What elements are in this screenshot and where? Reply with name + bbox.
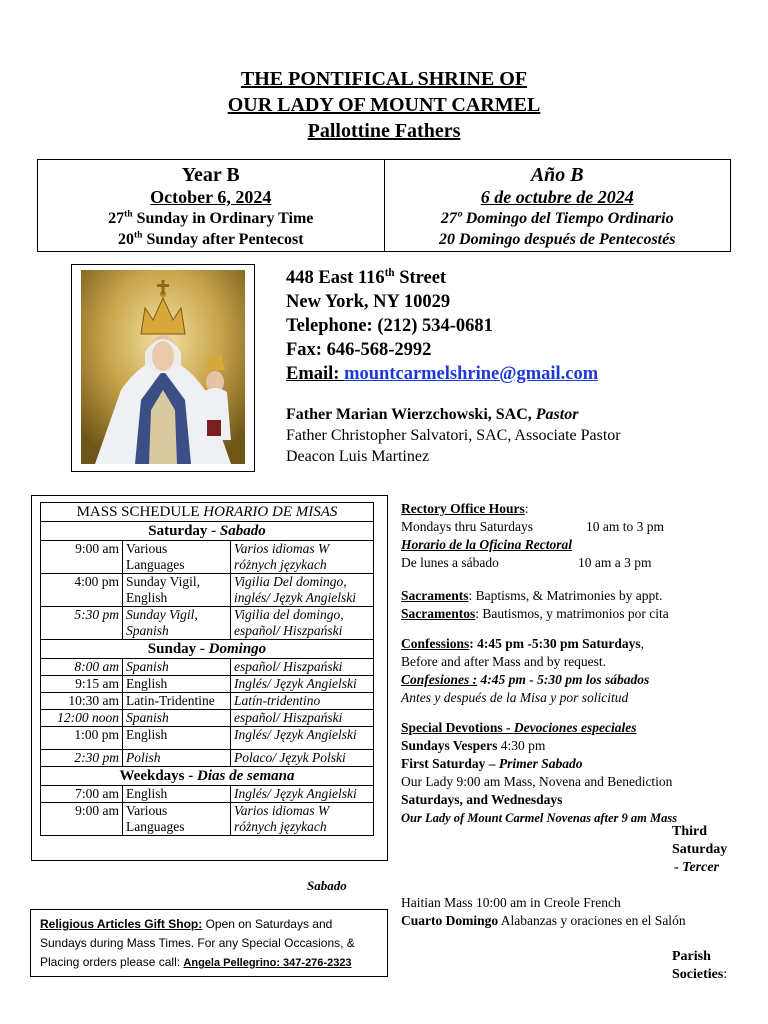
- email-label: Email:: [286, 364, 345, 384]
- vespers: Sundays Vespers 4:30 pm: [401, 738, 546, 753]
- sunday-pentecost-es: 20 Domingo después de Pentecostés: [439, 231, 676, 248]
- table-row: 4:00 pm Sunday Vigil, English Vigilia Del domingo, inglés/ Język Angielski: [41, 574, 374, 607]
- header-line-1: THE PONTIFICAL SHRINE OF: [240, 68, 528, 90]
- table-row: 7:00 am English Inglés/ Język Angielski: [41, 786, 374, 803]
- date-en: October 6, 2024: [150, 187, 272, 207]
- table-row: 10:30 am Latin-Tridentine Latín-tridentino: [41, 693, 374, 710]
- parish-societies: Parish Societies:: [672, 949, 728, 982]
- table-row: 12:00 noon Spanish español/ Hiszpański: [41, 710, 374, 727]
- date-es: 6 de octubre de 2024: [480, 187, 634, 207]
- table-row: 9:15 am English Inglés/ Język Angielski: [41, 676, 374, 693]
- header-line-3: Pallottine Fathers: [307, 120, 461, 142]
- madonna-image-frame: [71, 264, 255, 472]
- shrine-header: [0, 66, 768, 144]
- liturgical-year-box: [37, 159, 731, 252]
- madonna-statue-image: [81, 270, 245, 464]
- year-label-en: Year B: [181, 164, 240, 186]
- rectory-title: Rectory Office Hours:: [401, 501, 529, 516]
- city-address: New York, NY 10029: [286, 292, 451, 312]
- pastor: Father Marian Wierzchowski, SAC, Pastor: [286, 406, 579, 423]
- table-row: 5:30 pm Sunday Vigil, Spanish Vigilia del domingo, español/ Hiszpański: [41, 607, 374, 640]
- header-line-2: OUR LADY OF MOUNT CARMEL: [227, 94, 541, 116]
- email-link[interactable]: mountcarmelshrine@gmail.com: [344, 364, 599, 384]
- confessions-en: Confessions: 4:45 pm -5:30 pm Saturdays,: [401, 636, 645, 651]
- fax: Fax: 646-568-2992: [286, 340, 432, 360]
- year-label-es: Año B: [530, 164, 584, 186]
- table-row: 2:30 pm Polish Polaco/ Język Polski: [41, 750, 374, 767]
- haitian-mass: [401, 894, 686, 930]
- street-address: 448 East 116th Street: [286, 266, 447, 288]
- third-saturday: Third Saturday - Tercer: [672, 824, 728, 875]
- weekdays-header: Weekdays - Dias de semana: [41, 767, 374, 786]
- cuarto-domingo-line: Cuarto Domingo Alabanzas y oraciones en el Salón: [401, 913, 686, 928]
- gift-shop-title: Religious Articles Gift Shop:: [40, 917, 203, 931]
- info-column: [401, 500, 741, 827]
- table-row: 8:00 am Spanish español/ Hiszpański: [41, 659, 374, 676]
- rectory-title-es: Horario de la Oficina Rectoral: [401, 537, 572, 552]
- saturdays-wednesdays: Saturdays, and Wednesdays: [401, 792, 563, 807]
- gift-shop-box: [30, 909, 388, 977]
- sunday-ordinary-en: 27th Sunday in Ordinary Time: [108, 208, 314, 227]
- mass-schedule-box: [31, 495, 388, 861]
- stray-sabado-label: Sabado: [307, 878, 347, 893]
- clergy-block: [286, 404, 621, 467]
- table-row: 9:00 am Various Languages Varios idiomas W różnych językach: [41, 541, 374, 574]
- our-lady-mass: Our Lady 9:00 am Mass, Novena and Benediction: [401, 774, 673, 789]
- sacraments-es: Sacramentos: Bautismos, y matrimonios por cita: [401, 606, 669, 621]
- devotions-title: Special Devotions - Devociones especiales: [401, 720, 637, 735]
- confessions-es-2: Antes y después de la Misa y por solicitud: [401, 690, 629, 705]
- sunday-header: Sunday - Domingo: [41, 640, 374, 659]
- year-english-column: [38, 160, 384, 251]
- mass-schedule-table: [40, 502, 374, 836]
- rectory-hours-es: De lunes a sábado 10 am a 3 pm: [401, 555, 652, 570]
- table-row: 1:00 pm English Inglés/ Język Angielski: [41, 727, 374, 750]
- confessions-es: Confesiones : 4:45 pm - 5:30 pm los sábados: [401, 672, 650, 687]
- saturday-header: Saturday - Sabado: [41, 522, 374, 541]
- contact-block: [286, 266, 598, 386]
- sunday-ordinary-es: 27º Domingo del Tiempo Ordinario: [440, 210, 674, 227]
- haitian-mass-line: Haitian Mass 10:00 am in Creole French: [401, 895, 621, 910]
- sacraments-en: Sacraments: Baptisms, & Matrimonies by appt.: [401, 588, 663, 603]
- gift-shop-contact: Angela Pellegrino: 347-276-2323: [183, 957, 352, 969]
- rectory-hours-en: Mondays thru Saturdays 10 am to 3 pm: [401, 519, 664, 534]
- telephone: Telephone: (212) 534-0681: [286, 316, 493, 336]
- confessions-en-2: Before and after Mass and by request.: [401, 654, 607, 669]
- first-saturday: First Saturday – Primer Sabado: [401, 756, 583, 771]
- mass-schedule-title: MASS SCHEDULE HORARIO DE MISAS: [41, 503, 374, 522]
- deacon: Deacon Luis Martinez: [286, 448, 430, 465]
- table-row: 9:00 am Various Languages Varios idiomas W różnych językach: [41, 803, 374, 836]
- gift-shop-text: Open on Saturdays and Sundays during Mass Times. For any Special Occasions, & Placing orders please call:: [40, 917, 355, 969]
- novenas: Our Lady of Mount Carmel Novenas after 9 am Mass: [401, 811, 678, 825]
- year-spanish-column: [384, 160, 731, 251]
- sunday-pentecost-en: 20th Sunday after Pentecost: [117, 229, 304, 248]
- email-line: [286, 362, 598, 386]
- associate-pastor: Father Christopher Salvatori, SAC, Associate Pastor: [286, 427, 621, 444]
